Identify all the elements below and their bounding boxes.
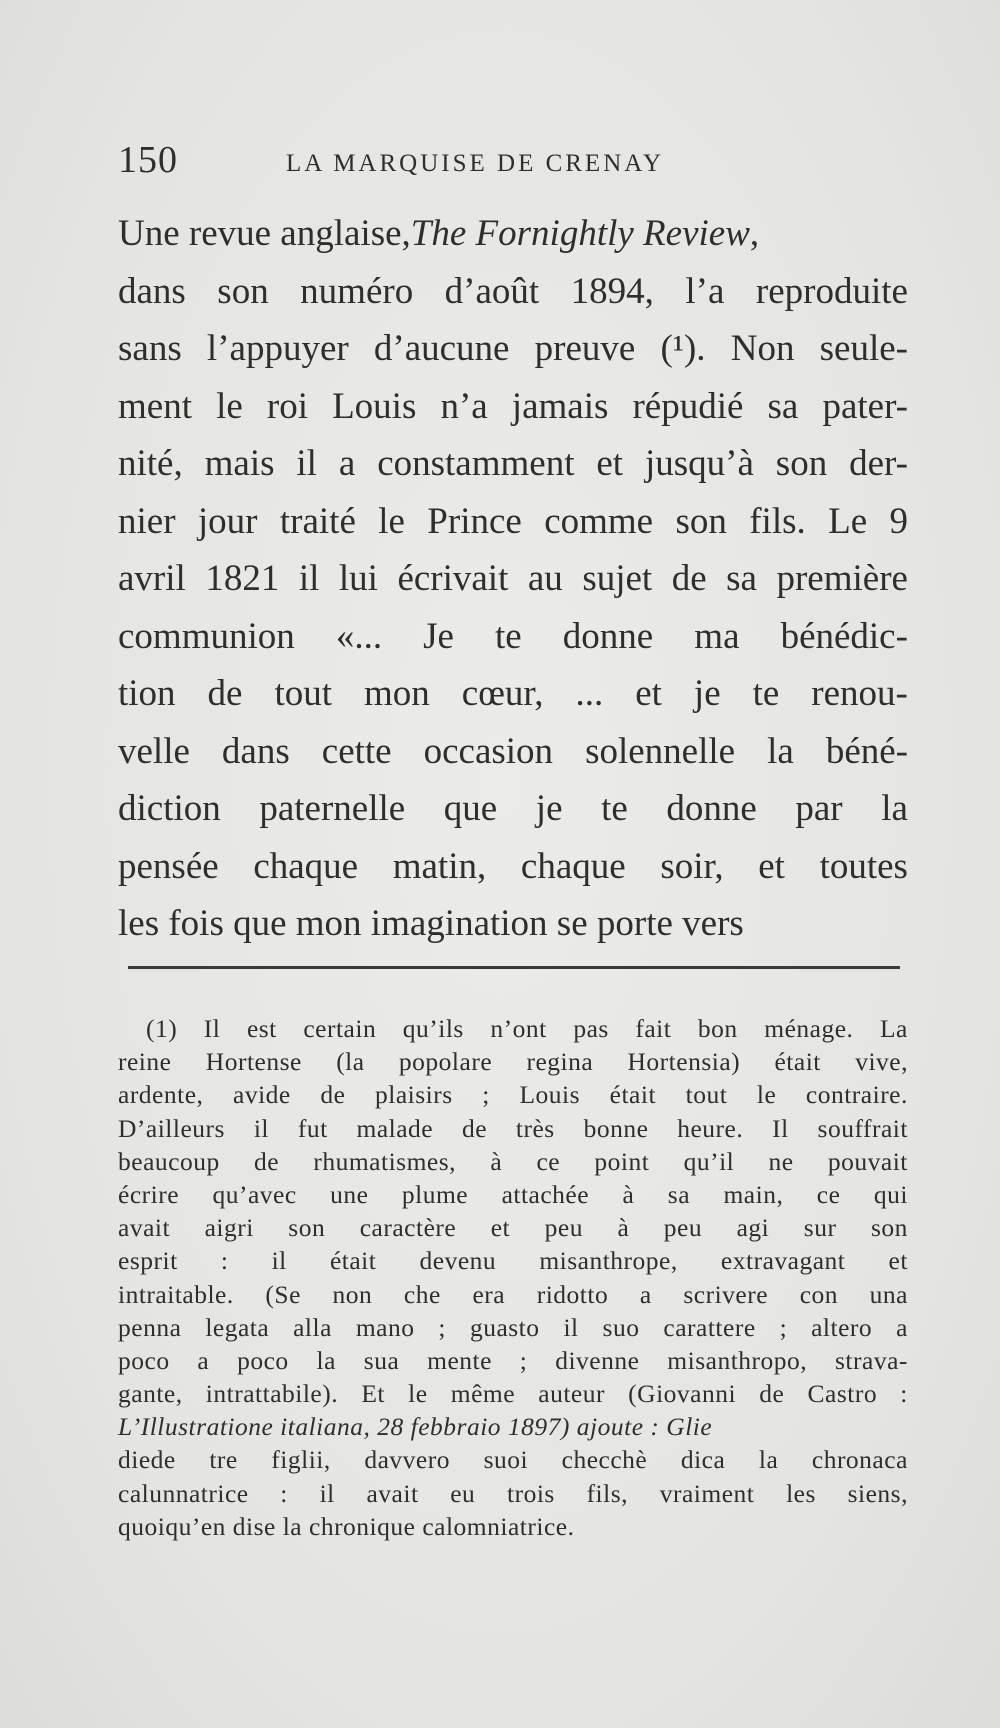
word: «... (335, 615, 383, 657)
word: a (338, 443, 356, 484)
word: n’a (440, 385, 488, 427)
word: par (795, 788, 843, 829)
word: te (495, 615, 522, 657)
word: 1821 (205, 558, 280, 599)
word: vraiment (659, 1478, 755, 1508)
word: et (635, 673, 662, 714)
word: à (617, 1213, 630, 1243)
word: peu (544, 1213, 583, 1243)
word: Hortensia) (627, 1047, 741, 1077)
word: bon (697, 1014, 738, 1043)
word: son (870, 1213, 908, 1243)
word: diede (118, 1445, 176, 1475)
word: malade (356, 1113, 434, 1143)
word: la (316, 1345, 336, 1375)
word: bonne (583, 1113, 649, 1143)
word: avril (118, 558, 186, 599)
word: popolare (398, 1047, 493, 1077)
word: tre (209, 1445, 238, 1475)
word: altero (811, 1312, 873, 1342)
word: avide (233, 1080, 291, 1110)
word: de (320, 1080, 346, 1110)
word: (1) (146, 1014, 178, 1043)
footnote-line (118, 1477, 908, 1510)
footnote-line (118, 1377, 908, 1410)
word: ne (768, 1146, 794, 1176)
word: mon (364, 673, 430, 714)
word: D’ailleurs (118, 1113, 225, 1143)
word: seule- (819, 328, 908, 369)
word: 9 (889, 500, 908, 542)
word: esprit (118, 1246, 178, 1276)
text-line (118, 320, 908, 378)
word: (Se (265, 1279, 301, 1309)
word: preuve (534, 328, 636, 369)
footnote-line (118, 1145, 908, 1178)
word: cœur, (461, 673, 544, 714)
word: nité, (118, 443, 183, 484)
word: même (450, 1379, 516, 1409)
word: che (403, 1279, 441, 1309)
word: qu’avec (212, 1179, 297, 1209)
word: le (408, 1379, 428, 1409)
footnote-divider (128, 966, 900, 969)
word: : (900, 1379, 908, 1409)
word: traité (279, 500, 356, 542)
word: vive, (855, 1047, 908, 1077)
word: era (472, 1279, 506, 1309)
footnote-line (118, 1178, 908, 1211)
word: gante, (118, 1379, 183, 1409)
word: chronaca (811, 1445, 908, 1475)
footnote-line-text: L’Illustratione italiana, 28 febbraio 1897) ajoute : Glie (118, 1412, 713, 1442)
footnote-line (118, 1211, 908, 1244)
word: velle (118, 730, 190, 772)
word: ment (118, 385, 192, 427)
word: est (246, 1014, 277, 1043)
word: pouvait (827, 1146, 908, 1176)
word: donne (562, 615, 654, 657)
word: extravagant (720, 1246, 846, 1276)
word: suoi (483, 1445, 529, 1475)
word: de (461, 1113, 488, 1143)
word: con (799, 1279, 839, 1309)
word: suo (602, 1312, 640, 1342)
word: intraitable. (118, 1279, 234, 1309)
word: de (671, 558, 707, 599)
word: à (622, 1179, 635, 1209)
word: toutes (819, 845, 908, 887)
word: première (776, 558, 908, 599)
word: ce (816, 1179, 841, 1209)
word: numéro (300, 270, 414, 312)
word: son (775, 443, 828, 484)
word: misanthropo, (667, 1345, 808, 1375)
text-segment: Une revue anglaise, (118, 213, 411, 254)
word: paternelle (259, 788, 406, 829)
word: divenne (555, 1345, 640, 1375)
word: guasto (469, 1312, 540, 1342)
word: très (515, 1113, 555, 1143)
word: solennelle (585, 730, 736, 772)
footnote-line (118, 1443, 908, 1476)
word: te (752, 673, 780, 714)
word: poco (118, 1345, 170, 1375)
word: : (220, 1246, 229, 1276)
footnote-line (118, 1278, 908, 1311)
word: Castro (807, 1379, 878, 1409)
word: ardente, (118, 1080, 204, 1110)
word: fils. (749, 500, 806, 542)
word: qui (873, 1179, 908, 1209)
text-line (118, 723, 908, 781)
word: donne (666, 788, 757, 829)
word: jour (197, 500, 258, 542)
word: il (298, 558, 320, 599)
word: il (271, 1246, 287, 1276)
word: auteur (538, 1379, 605, 1409)
word: intrattabile). (205, 1379, 339, 1409)
word: davvero (364, 1445, 450, 1475)
word: bénédic- (780, 615, 908, 657)
word: constamment (377, 443, 575, 484)
word: mais (204, 443, 275, 484)
word: le (216, 385, 243, 427)
word: la (767, 730, 794, 772)
footnote-line: quoiqu’en dise la chronique calomniatrice. (118, 1511, 575, 1541)
word: roi (266, 385, 308, 427)
word: certain (303, 1014, 377, 1043)
word: dans (221, 730, 290, 772)
word: je (535, 788, 563, 829)
word: communion (118, 615, 295, 657)
word: de (759, 1379, 785, 1409)
word: il (319, 1478, 335, 1508)
text-line (118, 205, 908, 263)
word: Hortense (205, 1047, 302, 1077)
word: était (609, 1080, 657, 1110)
word: a (197, 1345, 210, 1375)
footnote-line (118, 1045, 908, 1078)
word: caractère (359, 1213, 457, 1243)
text-line (118, 780, 908, 838)
word: plaisirs (375, 1080, 453, 1110)
word: l’a (685, 270, 725, 312)
word: penna (118, 1312, 182, 1342)
journal-title: The Fornightly Review (410, 213, 750, 254)
word: checchè (561, 1445, 648, 1475)
word: tion (118, 673, 176, 714)
word: qu’ils (402, 1014, 464, 1043)
word: mente (427, 1345, 492, 1375)
word: dans (118, 270, 186, 312)
word: souffrait (817, 1113, 908, 1143)
word: Je (423, 615, 454, 657)
word: una (869, 1279, 908, 1309)
word: chaque (253, 845, 359, 887)
footnote-line (118, 1012, 908, 1045)
word: attachée (501, 1179, 590, 1209)
word: sur (803, 1213, 837, 1243)
word: lui (338, 558, 378, 599)
word: renou- (811, 673, 908, 714)
word: : (280, 1478, 288, 1508)
word: de (207, 673, 243, 714)
word: ce (536, 1146, 561, 1176)
word: devenu (419, 1246, 497, 1276)
text-line (118, 550, 908, 608)
word: de (254, 1146, 280, 1176)
text-line (118, 378, 908, 436)
word: siens, (847, 1478, 908, 1508)
word: La (879, 1014, 908, 1043)
word: peu (663, 1213, 703, 1243)
word: son (217, 270, 269, 312)
word: fait (635, 1014, 672, 1043)
word: cette (321, 730, 392, 772)
word: pater- (822, 385, 908, 427)
word: et (888, 1246, 908, 1276)
word: der- (849, 443, 908, 484)
word: point (594, 1146, 650, 1176)
word: Il (203, 1014, 221, 1043)
word: chaque (520, 845, 626, 887)
word: sujet (582, 558, 653, 599)
word: (la (336, 1047, 365, 1077)
word: aigri (204, 1213, 254, 1243)
word: eu (450, 1478, 476, 1508)
word: à (490, 1146, 503, 1176)
word: fut (297, 1113, 328, 1143)
word: te (601, 788, 628, 829)
page-number: 150 (118, 139, 178, 181)
word: beaucoup (118, 1146, 220, 1176)
word: occasion (423, 730, 554, 772)
word: trois (507, 1478, 555, 1508)
word: plume (401, 1179, 469, 1209)
word: jusqu’à (644, 443, 754, 484)
word: contraire. (805, 1080, 908, 1110)
word: avait (366, 1478, 419, 1508)
word: n’ont (490, 1014, 547, 1043)
word: Non (730, 328, 795, 369)
word: nier (118, 500, 176, 542)
word: qu’il (683, 1146, 735, 1176)
word: mano (355, 1312, 415, 1342)
word: son (675, 500, 727, 542)
word: matin, (392, 845, 487, 887)
word: calunnatrice (118, 1478, 249, 1508)
word: reproduite (755, 270, 908, 312)
word: ; (438, 1312, 447, 1342)
word: l’appuyer (206, 328, 349, 369)
footnote (118, 1012, 908, 1543)
word: alla (293, 1312, 332, 1342)
word: répudié (632, 385, 744, 427)
word: Le (828, 500, 868, 542)
word: une (330, 1179, 369, 1209)
word: regina (526, 1047, 594, 1077)
word: soir, (660, 845, 724, 887)
word: le (378, 500, 405, 542)
word: il (253, 1113, 269, 1143)
word: 1894, (570, 270, 654, 312)
word: ménage. (764, 1014, 854, 1043)
word: d’aucune (373, 328, 510, 369)
text-line (118, 263, 908, 321)
word: non (332, 1279, 373, 1309)
word: Louis (332, 385, 417, 427)
footnote-line (118, 1410, 908, 1443)
word: pas (573, 1014, 609, 1043)
word: sa (767, 385, 799, 427)
word: il (296, 443, 317, 484)
text-line: les fois que mon imagination se porte vers (118, 903, 744, 944)
word: avait (118, 1213, 171, 1243)
main-text (118, 205, 908, 953)
word: scrivere (683, 1279, 769, 1309)
word: il (563, 1312, 579, 1342)
word: (¹). (660, 328, 706, 369)
word: misanthrope, (539, 1246, 678, 1276)
word: sa (667, 1179, 691, 1209)
word: sa (726, 558, 757, 599)
word: le (756, 1080, 777, 1110)
word: comme (544, 500, 654, 542)
word: a (896, 1312, 908, 1342)
word: écrivait (397, 558, 509, 599)
word: Il (772, 1113, 789, 1143)
text-line (118, 608, 908, 666)
word: tout (274, 673, 333, 714)
word: d’août (444, 270, 540, 312)
word: main, (723, 1179, 784, 1209)
word: et (490, 1213, 511, 1243)
word: poco (237, 1345, 289, 1375)
word: figlii, (271, 1445, 331, 1475)
word: fils, (586, 1478, 629, 1508)
word: et (758, 845, 785, 887)
word: était (774, 1047, 821, 1077)
word: tout (685, 1080, 728, 1110)
word: était (329, 1246, 377, 1276)
footnote-line (118, 1311, 908, 1344)
text-segment: , (749, 213, 760, 254)
word: la (881, 788, 908, 829)
word: sans (118, 328, 182, 369)
word: que (443, 788, 498, 829)
text-line (118, 493, 908, 551)
footnote-line (118, 1112, 908, 1145)
word: strava- (835, 1345, 908, 1375)
word: sua (363, 1345, 400, 1375)
word: Louis (519, 1080, 581, 1110)
word: diction (118, 788, 221, 829)
word: ; (482, 1080, 490, 1110)
word: jamais (511, 385, 609, 427)
word: la (758, 1445, 779, 1475)
word: son (288, 1213, 326, 1243)
word: (Giovanni (628, 1379, 737, 1409)
word: je (693, 673, 721, 714)
word: dica (680, 1445, 726, 1475)
page-header (118, 138, 908, 188)
word: ridotto (536, 1279, 609, 1309)
word: ; (519, 1345, 528, 1375)
word: écrire (118, 1179, 180, 1209)
word: Prince (427, 500, 522, 542)
word: reine (118, 1047, 172, 1077)
word: rhumatismes, (313, 1146, 457, 1176)
text-line (118, 665, 908, 723)
footnote-line (118, 1344, 908, 1377)
word: ... (575, 673, 604, 714)
text-line (118, 838, 908, 896)
word: pensée (118, 845, 219, 887)
word: les (786, 1478, 816, 1508)
word: Et (361, 1379, 385, 1409)
word: legata (205, 1312, 270, 1342)
word: au (527, 558, 563, 599)
word: ma (694, 615, 740, 657)
text-line (118, 435, 908, 493)
word: et (596, 443, 624, 484)
word: agi (736, 1213, 770, 1243)
running-title: LA MARQUISE DE CRENAY (286, 150, 665, 177)
word: ; (779, 1312, 788, 1342)
footnote-line (118, 1078, 908, 1111)
word: béné- (825, 730, 908, 772)
word: a (639, 1279, 652, 1309)
word: heure. (677, 1113, 744, 1143)
footnote-line (118, 1244, 908, 1277)
word: carattere (663, 1312, 756, 1342)
